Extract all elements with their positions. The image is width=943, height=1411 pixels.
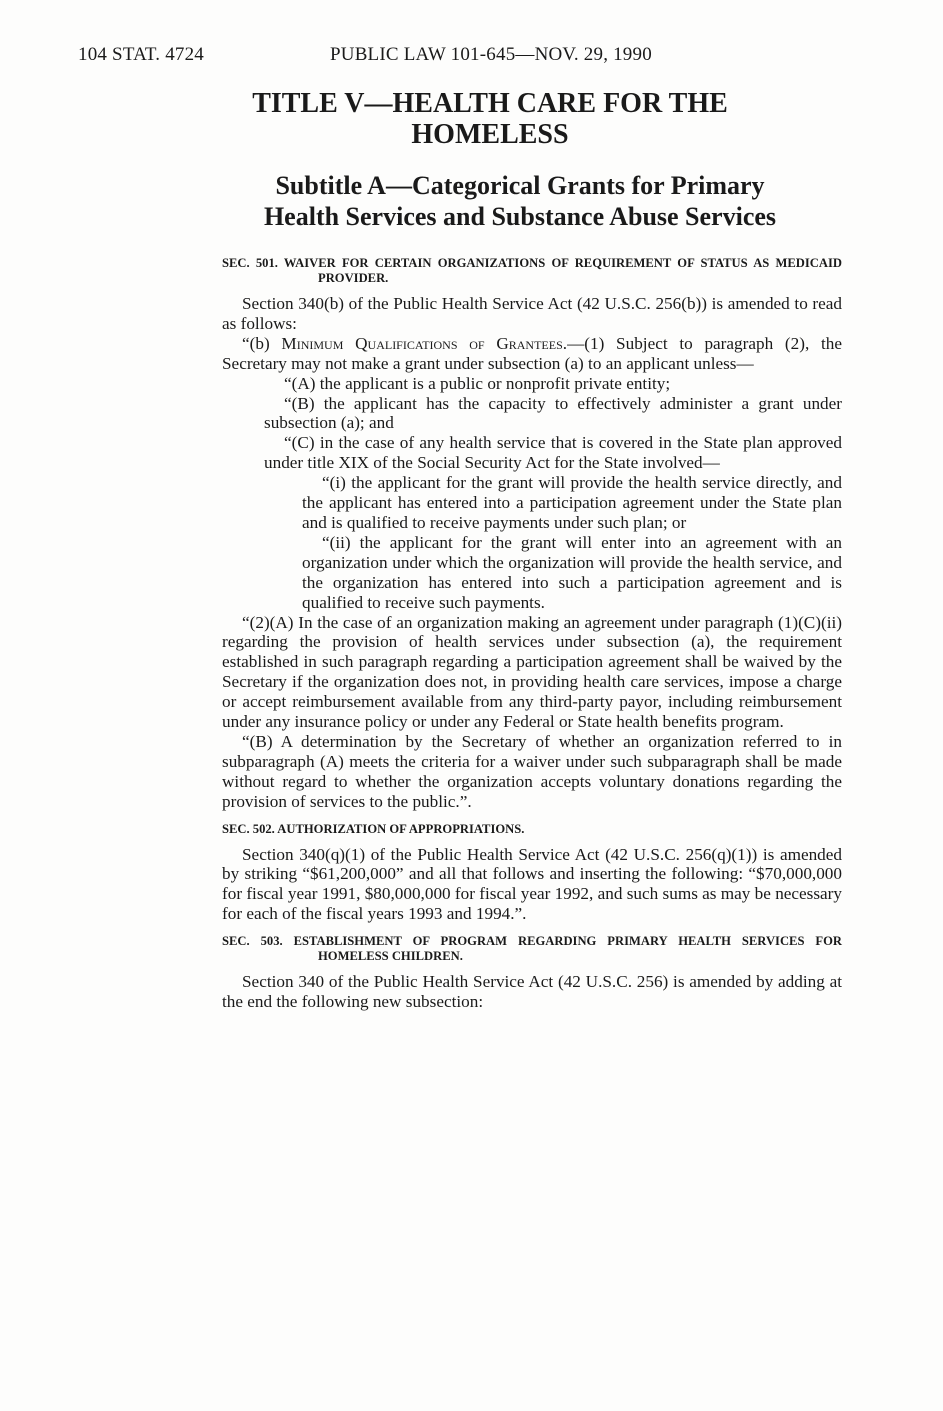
sec-503-text: Section 340 of the Public Health Service Act (42 U.S.C. 256) is amended by adding at the end the following new subsection: [222,972,842,1012]
sec-503-heading: SEC. 503. ESTABLISHMENT OF PROGRAM REGARDING PRIMARY HEALTH SERVICES FOR HOMELESS CHILDREN. [222,934,842,964]
sec-501-subsection-b [222,334,842,374]
subsection-b-text: —(1) Subject to paragraph (2), the Secretary may not make a grant under subsection (a) to an applicant unless— [222,333,842,373]
subtitle-heading [190,170,850,232]
clause-C: “(C) in the case of any health service that is covered in the State plan approved under title XIX of the Social Security Act for the State involved— [264,433,842,473]
subtitle-line-2: Health Services and Substance Abuse Services [263,202,777,231]
document-body [222,256,842,1012]
stat-page-number: 104 STAT. 4724 [78,44,205,65]
clause-A: “(A) the applicant is a public or nonprofit private entity; [284,373,671,393]
sec-501-intro: Section 340(b) of the Public Health Service Act (42 U.S.C. 256(b)) is amended to read as follows: [222,294,842,333]
subsection-b-label: “(b) [242,333,282,353]
subtitle-line-1: Subtitle A—Categorical Grants for Primary [275,171,765,200]
clause-ii: “(ii) the applicant for the grant will enter into an agreement with an organization under which the organization will provide the health service, and the organization has entered into such a participation agreement and is qualified to receive such payments. [302,532,842,612]
subsection-b-caption: Minimum Qualifications of Grantees. [281,333,568,353]
clause-B: “(B) the applicant has the capacity to effectively administer a grant under subsection (a); and [264,393,842,433]
sec-502-text: Section 340(q)(1) of the Public Health Service Act (42 U.S.C. 256(q)(1)) is amended by striking “$61,200,000” and all that follows and inserting the following: “$70,000,000 for fiscal year 1991, $80,000,000 for fiscal year 1992, and such sums as may be necessary for each of the fiscal years 1993 and 1994.”. [222,844,843,924]
clause-i: “(i) the applicant for the grant will provide the health service directly, and the applicant has entered into a participation agreement under the State plan and is qualified to receive payments under such plan; or [302,473,842,532]
paragraph-2B: “(B) A determination by the Secretary of whether an organization referred to in subparagraph (A) meets the criteria for a waiver under such subparagraph shall be made without regard to whether the organization accepts voluntary donations regarding the provision of services to the public.”. [222,731,842,811]
title-line-1: TITLE V—HEALTH CARE FOR THE [252,88,728,119]
public-law-citation: PUBLIC LAW 101-645—NOV. 29, 1990 [330,44,652,65]
title-line-2: HOMELESS [411,119,569,150]
sec-501-heading: SEC. 501. WAIVER FOR CERTAIN ORGANIZATIONS OF REQUIREMENT OF STATUS AS MEDICAID PROVIDER. [222,256,842,285]
title-heading [200,88,780,150]
sec-502-heading: SEC. 502. AUTHORIZATION OF APPROPRIATIONS. [222,821,525,836]
paragraph-2A: “(2)(A) In the case of an organization making an agreement under paragraph (1)(C)(ii) regarding the provision of health services under subsection (a), the requirement established in such paragraph regarding a participation agreement shall be waived by the Secretary if the organization does not, in providing health care services, impose a charge or accept reimbursement available from any third-party payor, including reimbursement under any insurance policy or under any Federal or State health benefits program. [222,612,842,732]
